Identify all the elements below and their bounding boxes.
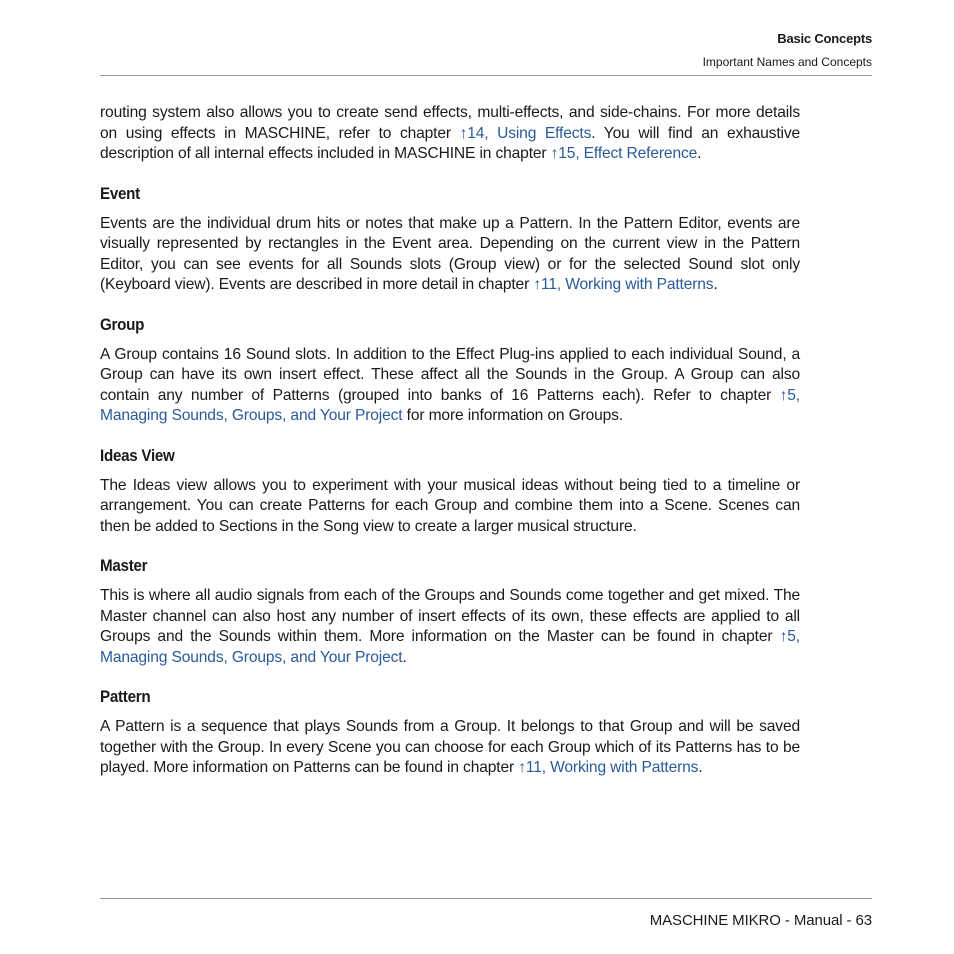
link-working-with-patterns[interactable]: ↑11, Working with Patterns xyxy=(533,276,714,293)
section-master xyxy=(100,555,800,668)
section-group xyxy=(100,314,800,427)
link-managing-sounds[interactable]: ↑5, Managing Sounds, Groups, and Your Project xyxy=(100,386,800,424)
intro-text-1: routing system also allows you to create send effects, multi-effects, and side-chains. For more details on using effects in MASCHINE, refer to chapter xyxy=(100,104,800,142)
link-managing-sounds-master[interactable]: ↑5, Managing Sounds, Groups, and Your Project xyxy=(100,628,800,666)
chapter-title: Basic Concepts xyxy=(777,31,872,46)
heading-master: Master xyxy=(100,557,148,575)
heading-group: Group xyxy=(100,315,145,334)
section-title: Important Names and Concepts xyxy=(702,55,872,69)
heading-event: Event xyxy=(100,184,140,203)
section-pattern xyxy=(100,686,800,779)
link-using-effects[interactable]: ↑14, Using Effects xyxy=(459,124,592,142)
group-paragraph xyxy=(100,345,800,427)
master-text-2: . xyxy=(402,648,407,666)
group-text-2: for more information on Groups. xyxy=(402,407,624,424)
page-header xyxy=(703,30,872,71)
link-effect-reference[interactable]: ↑15, Effect Reference xyxy=(550,145,698,162)
intro-text-3: . xyxy=(697,145,702,162)
pattern-text-1: A Pattern is a sequence that plays Sounds from a Group. It belongs to that Group and will be saved together with the Group. In every Scene you can choose for each Group which of its Patterns has to be played. More information on Patterns can be found in chapter xyxy=(100,718,800,776)
event-text-1: Events are the individual drum hits or notes that make up a Pattern. In the Pattern Editor, events are visually represented by rectangles in the Event area. Depending on the current view in the Pattern Editor, you can see events for all Sounds slots (Group view) or for the selected Sound slot only (Keyboard view). Events are described in more detail in chapter xyxy=(100,214,800,293)
section-event xyxy=(100,183,800,296)
event-text-2: . xyxy=(713,276,718,293)
intro-paragraph xyxy=(100,103,800,165)
header-divider xyxy=(100,75,872,76)
main-content xyxy=(100,103,800,779)
pattern-text-2: . xyxy=(698,759,703,776)
event-paragraph xyxy=(100,214,800,296)
heading-pattern: Pattern xyxy=(100,688,151,706)
master-paragraph xyxy=(100,586,800,668)
link-working-with-patterns-2[interactable]: ↑11, Working with Patterns xyxy=(518,759,699,776)
master-text-1: This is where all audio signals from each of the Groups and Sounds come together and get mixed. The Master channel can also host any number of insert effects of its own, these effects are applied to all Groups and the Sounds within them. More information on the Master can be found in chapter xyxy=(100,587,800,645)
group-text-1: A Group contains 16 Sound slots. In addition to the Effect Plug-ins applied to each individual Sound, a Group can have its own insert effect. These affect all the Sounds in the Group. A Group can also contain any number of Patterns (grouped into banks of 16 Patterns each). Refer to chapter xyxy=(100,345,800,404)
pattern-paragraph xyxy=(100,717,800,779)
ideas-view-paragraph: The Ideas view allows you to experiment with your musical ideas without being tied to a timeline or arrangement. You can create Patterns for each Group and combine them into a Scene. Scenes can then be added to Sections in the Song view to create a larger musical structure. xyxy=(100,476,800,535)
footer-divider xyxy=(100,898,872,899)
section-ideas-view xyxy=(100,445,800,538)
heading-ideas-view: Ideas View xyxy=(100,446,175,465)
intro-text-2: . You will find an exhaustive description of all internal effects included in MASCHINE in chapter xyxy=(100,124,800,162)
page-footer: MASCHINE MIKRO - Manual - 63 xyxy=(649,912,872,929)
